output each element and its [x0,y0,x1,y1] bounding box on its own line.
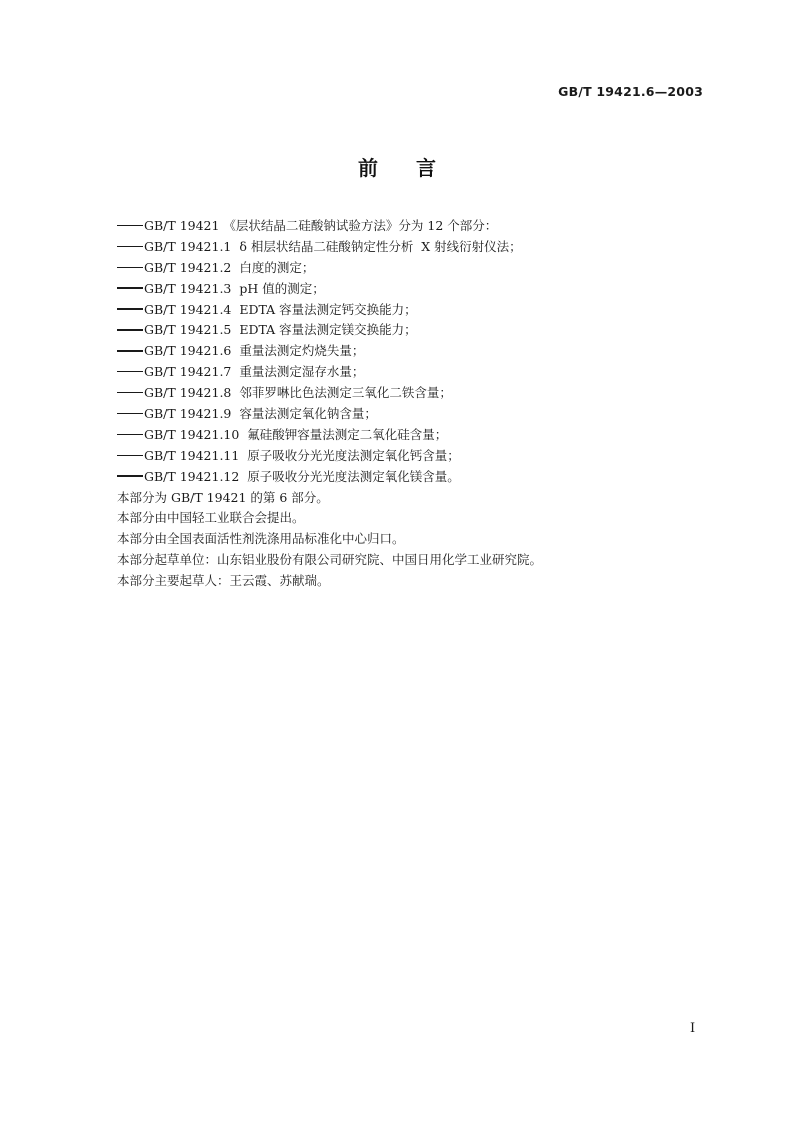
statement-proposer: 本部分由中国轻工业联合会提出。 [117,510,305,526]
foreword-body [117,216,717,592]
standard-code: GB/T 19421.6—2003 [558,84,703,99]
list-item [117,216,717,237]
part-text: GB/T 19421 《层状结晶二硅酸钠试验方法》分为 12 个部分： [144,218,498,233]
part-text: GB/T 19421.11 原子吸收分光光度法测定氧化钙含量； [144,447,460,463]
em-dash-marker [117,329,143,330]
list-item [117,467,717,488]
part-text: GB/T 19421.12 原子吸收分光光度法测定氧化镁含量。 [144,468,460,484]
em-dash-marker [117,392,143,393]
em-dash-marker [117,225,143,226]
part-text: GB/T 19421.1 δ 相层状结晶二硅酸钠定性分析 X 射线衍射仪法； [144,238,522,254]
part-text: GB/T 19421.8 邻菲罗啉比色法测定三氧化二铁含量； [144,385,452,401]
part-text: GB/T 19421.2 白度的测定； [144,259,315,275]
em-dash-marker [117,455,143,456]
em-dash-marker [117,308,143,309]
part-text: GB/T 19421.3 pH 值的测定； [144,280,325,296]
statement-drafting-units: 本部分起草单位：山东铝业股份有限公司研究院、中国日用化学工业研究院。 [117,552,543,568]
em-dash-marker [117,413,143,414]
list-item [117,383,717,404]
list-item [117,237,717,258]
part-text: GB/T 19421.5 EDTA 容量法测定镁交换能力； [144,322,417,338]
list-item [117,320,717,341]
list-item [117,341,717,362]
list-item [117,300,717,321]
em-dash-marker [117,371,143,372]
em-dash-marker [117,350,143,351]
list-item [117,258,717,279]
list-item [117,446,717,467]
statement-centralized-unit: 本部分由全国表面活性剂洗涤用品标准化中心归口。 [117,531,405,547]
part-text: GB/T 19421.6 重量法测定灼烧失量； [144,343,365,359]
page-number: I [690,1021,696,1036]
list-item [117,279,717,300]
list-item [117,425,717,446]
list-item [117,404,717,425]
part-text: GB/T 19421.7 重量法测定湿存水量； [144,364,365,380]
part-text: GB/T 19421.9 容量法测定氧化钠含量； [144,406,377,422]
statement-drafters: 本部分主要起草人：王云霞、苏献瑞。 [117,573,330,589]
part-text: GB/T 19421.4 EDTA 容量法测定钙交换能力； [144,301,417,317]
em-dash-marker [117,287,143,288]
em-dash-marker [117,434,143,435]
page-title: 前言 [358,156,474,180]
statement-part-number: 本部分为 GB/T 19421 的第 6 部分。 [117,489,329,505]
em-dash-marker [117,475,143,476]
part-text: GB/T 19421.10 氟硅酸钾容量法测定二氧化硅含量； [144,426,448,442]
em-dash-marker [117,267,143,268]
em-dash-marker [117,246,143,247]
list-item [117,362,717,383]
